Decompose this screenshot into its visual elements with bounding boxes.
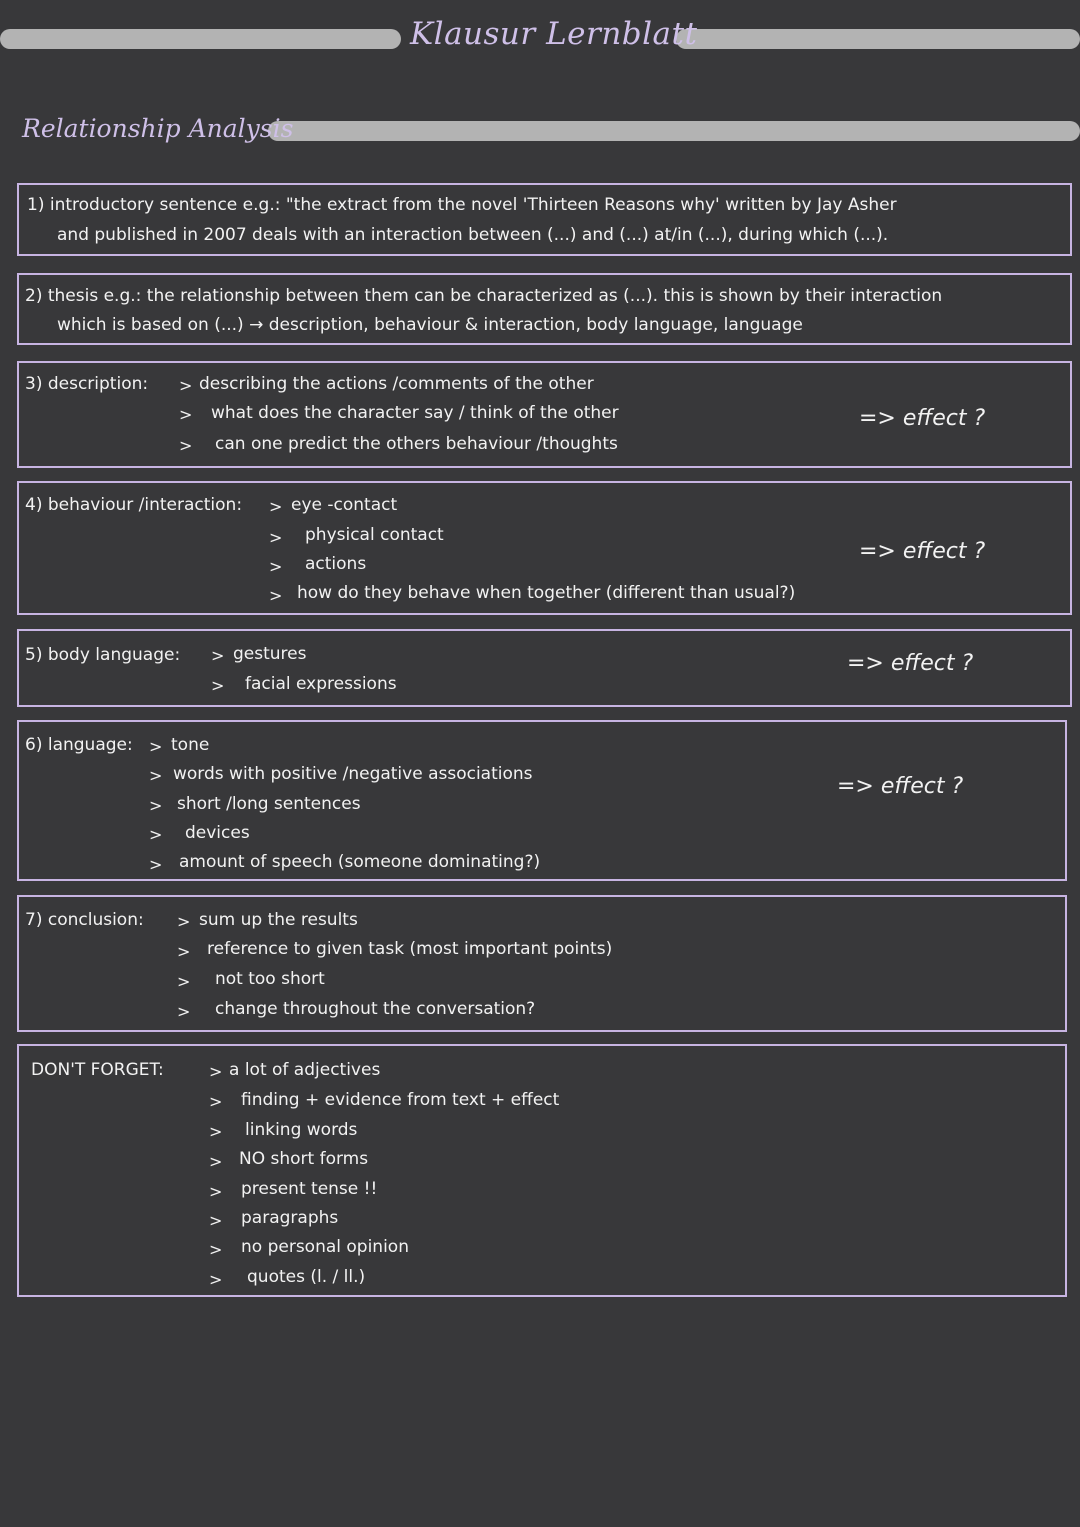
bullet-arrow-icon: > (177, 972, 191, 991)
behaviour-item: physical contact (305, 525, 444, 545)
box-thesis (17, 273, 1072, 345)
bullet-arrow-icon: > (269, 557, 283, 576)
bullet-arrow-icon: > (209, 1122, 223, 1141)
language-item: devices (185, 823, 250, 843)
bullet-arrow-icon: > (269, 528, 283, 547)
bullet-arrow-icon: > (209, 1182, 223, 1201)
bullet-arrow-icon: > (269, 586, 283, 605)
bullet-arrow-icon: > (209, 1211, 223, 1230)
language-item: tone (171, 735, 210, 755)
bullet-arrow-icon: > (149, 855, 163, 874)
dont-forget-item: paragraphs (241, 1208, 339, 1228)
language-item: words with positive /negative associations (173, 764, 533, 784)
box-introductory-sentence (17, 183, 1072, 256)
bullet-arrow-icon: > (179, 405, 193, 424)
body-language-label: 5) body language: (25, 645, 181, 665)
bullet-arrow-icon: > (149, 766, 163, 785)
effect-note: => effect ? (859, 539, 986, 564)
effect-note: => effect ? (837, 774, 964, 799)
thesis-line-1: 2) thesis e.g.: the relationship between them can be characterized as (...). this is shown by their interaction (25, 286, 943, 306)
description-item: can one predict the others behaviour /thoughts (215, 434, 618, 454)
intro-line-1: 1) introductory sentence e.g.: "the extract from the novel 'Thirteen Reasons why' written by Jay Asher (27, 195, 897, 215)
dont-forget-item: NO short forms (239, 1149, 369, 1169)
behaviour-label: 4) behaviour /interaction: (25, 495, 243, 515)
effect-note: => effect ? (847, 651, 974, 676)
page-title: Klausur Lernblatt (410, 16, 698, 52)
section-title: Relationship Analysis (22, 114, 294, 143)
subtitle-bar (268, 121, 1080, 141)
bullet-arrow-icon: > (209, 1092, 223, 1111)
behaviour-item: actions (305, 554, 367, 574)
description-item: what does the character say / think of the other (211, 403, 619, 423)
box-body-language (17, 629, 1072, 707)
bullet-arrow-icon: > (149, 796, 163, 815)
intro-line-2: and published in 2007 deals with an interaction between (...) and (...) at/in (...), during which (...). (57, 225, 889, 245)
conclusion-label: 7) conclusion: (25, 910, 144, 930)
box-conclusion (17, 895, 1067, 1032)
description-label: 3) description: (25, 374, 149, 394)
bullet-arrow-icon: > (209, 1152, 223, 1171)
bullet-arrow-icon: > (211, 646, 225, 665)
dont-forget-item: present tense !! (241, 1179, 378, 1199)
box-description (17, 361, 1072, 468)
box-behaviour-interaction (17, 481, 1072, 615)
behaviour-item: how do they behave when together (different than usual?) (297, 583, 796, 603)
conclusion-item: not too short (215, 969, 325, 989)
description-item: describing the actions /comments of the other (199, 374, 594, 394)
dont-forget-item: a lot of adjectives (229, 1060, 381, 1080)
bullet-arrow-icon: > (209, 1270, 223, 1289)
box-language (17, 720, 1067, 881)
bullet-arrow-icon: > (179, 436, 193, 455)
bullet-arrow-icon: > (211, 676, 225, 695)
bullet-arrow-icon: > (149, 825, 163, 844)
header-bar-right (676, 29, 1080, 49)
bullet-arrow-icon: > (209, 1240, 223, 1259)
bullet-arrow-icon: > (177, 1002, 191, 1021)
bullet-arrow-icon: > (179, 376, 193, 395)
bullet-arrow-icon: > (177, 912, 191, 931)
bullet-arrow-icon: > (177, 942, 191, 961)
header-bar-left (0, 29, 401, 49)
conclusion-item: sum up the results (199, 910, 358, 930)
effect-note: => effect ? (859, 406, 986, 431)
body-language-item: gestures (233, 644, 307, 664)
language-label: 6) language: (25, 735, 133, 755)
body-language-item: facial expressions (245, 674, 397, 694)
language-item: amount of speech (someone dominating?) (179, 852, 541, 872)
bullet-arrow-icon: > (209, 1062, 223, 1081)
dont-forget-label: DON'T FORGET: (31, 1060, 164, 1080)
bullet-arrow-icon: > (149, 737, 163, 756)
bullet-arrow-icon: > (269, 497, 283, 516)
dont-forget-item: linking words (245, 1120, 358, 1140)
dont-forget-item: no personal opinion (241, 1237, 409, 1257)
dont-forget-item: finding + evidence from text + effect (241, 1090, 560, 1110)
thesis-line-2: which is based on (...) → description, behaviour & interaction, body language, language (57, 315, 803, 335)
conclusion-item: reference to given task (most important points) (207, 939, 613, 959)
box-dont-forget (17, 1044, 1067, 1297)
conclusion-item: change throughout the conversation? (215, 999, 536, 1019)
behaviour-item: eye -contact (291, 495, 398, 515)
language-item: short /long sentences (177, 794, 361, 814)
dont-forget-item: quotes (l. / ll.) (247, 1267, 366, 1287)
